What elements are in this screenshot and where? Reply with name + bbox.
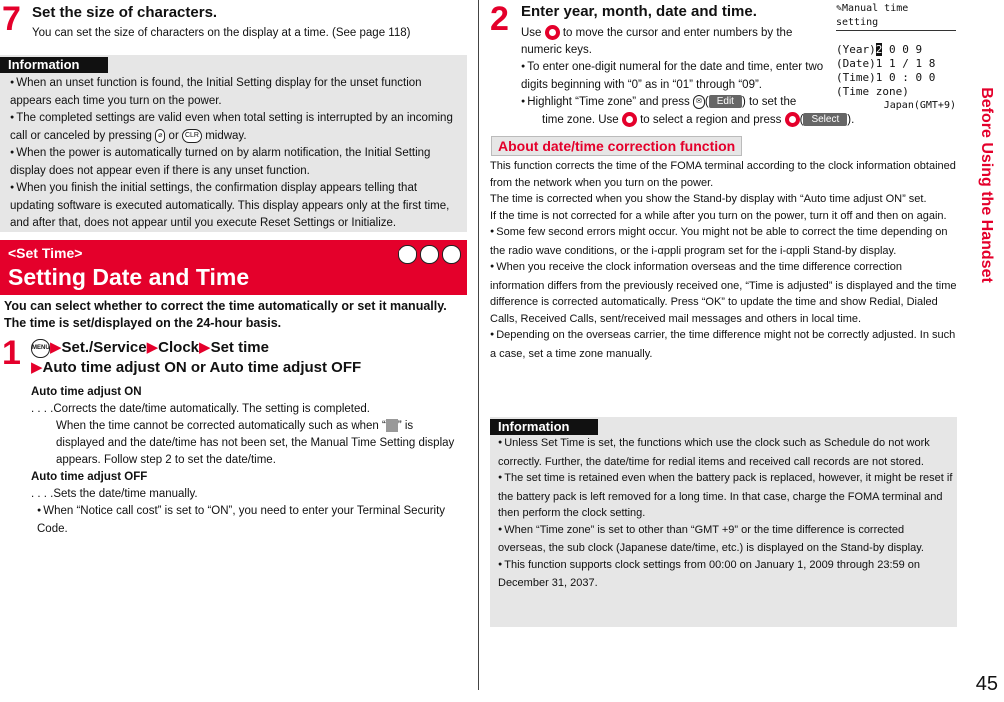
about-heading: About date/time correction function bbox=[491, 136, 742, 156]
information-tag: Information bbox=[0, 57, 108, 73]
info2-bullet-4: ● This function supports clock settings from 00:00 on January 1, 2009 through 23:59 on December 31, 2037. bbox=[498, 557, 953, 592]
clr-key-icon: CLR bbox=[182, 129, 202, 143]
step-1-number: 1 bbox=[2, 334, 21, 372]
no-service-icon bbox=[386, 419, 398, 432]
sidebar-label: Before Using the Handset bbox=[978, 87, 995, 283]
option-on-title: Auto time adjust ON bbox=[31, 386, 142, 398]
information-tag: Information bbox=[490, 419, 598, 435]
step-7-number: 7 bbox=[2, 0, 21, 38]
about-paragraph-2: The time is corrected when you show the Stand-by display with “Auto time adjust ON” set. bbox=[490, 193, 927, 205]
dpad-center-icon bbox=[785, 112, 800, 127]
manual-time-setting-screen bbox=[836, 2, 956, 111]
edit-softkey: Edit bbox=[709, 95, 742, 108]
about-body bbox=[490, 158, 958, 362]
screen-year-row: (Year)2 0 0 9 bbox=[836, 43, 923, 56]
screen-date-row: (Date)1 1 / 1 8 bbox=[836, 57, 936, 70]
about-bullet-2: ● When you receive the clock information overseas and the time difference correction information differs from the previously received one, “Time is adjusted” is displayed and the time difference is corrected automatically. Press “OK” to update the time and show Redial, Dialed Calls, Received Calls, sent/received mail messages and others in local time. bbox=[490, 259, 958, 327]
section-sidebar bbox=[966, 55, 1000, 325]
step-2-number: 2 bbox=[490, 0, 509, 38]
info1-bullet-2: ● The completed settings are valid even when total setting is interrupted by an incoming call or canceled by pressing ⌀ or CLR midway. bbox=[10, 110, 462, 145]
about-bullet-1: ● Some few second errors might occur. You might not be able to correct the time depending on the radio wave conditions, or the i-αppli program set for the i-αppli Stand-by display. bbox=[490, 224, 958, 259]
hangup-key-icon: ⌀ bbox=[155, 129, 165, 143]
step-2-bullet-2: ● Highlight “Time zone” and press ✉ ( Edit ) to set the bbox=[521, 94, 826, 112]
select-softkey: Select bbox=[803, 113, 847, 126]
step-7-description: You can set the size of characters on the display at a time. (See page 118) bbox=[32, 27, 411, 39]
about-paragraph-3: If the time is not corrected for a while after you turn on the power, turn it off and then on again. bbox=[490, 209, 947, 222]
key-1-icon: 1 bbox=[442, 245, 461, 264]
info1-bullet-3: ● When the power is automatically turned on by alarm notification, the Initial Setting display does not appear even if there is any unset function. bbox=[10, 145, 462, 180]
info1-bullet-1: ● When an unset function is found, the Initial Setting display for the unset function appears each time you turn on the power. bbox=[10, 75, 462, 110]
information-box-1 bbox=[0, 55, 467, 232]
section-header bbox=[0, 240, 467, 295]
step-2-title: Enter year, month, date and time. bbox=[521, 3, 757, 20]
info2-bullet-1: ● Unless Set Time is set, the functions which use the clock such as Schedule do not work correctly. Further, the date/time for redial items and received call records are not stored. bbox=[498, 435, 953, 470]
page-number: 45 bbox=[975, 673, 998, 695]
option-off-desc: . . . .Sets the date/time manually. bbox=[31, 488, 198, 500]
option-off-title: Auto time adjust OFF bbox=[31, 471, 148, 483]
step-2-bullet-1: ● To enter one-digit numeral for the date and time, enter two digits beginning with “0” as in “01” through “09”. bbox=[521, 59, 826, 94]
section-intro: You can select whether to correct the time automatically or set it manually. The time is set/displayed on the 24-hour basis. bbox=[4, 299, 447, 330]
mail-key-icon: ✉ bbox=[693, 95, 705, 109]
option-off-bullet: ● When “Notice call cost” is set to “ON”, you need to enter your Terminal Security Code. bbox=[31, 503, 461, 538]
info2-bullet-3: ● When “Time zone” is set to other than “GMT +9” or the time difference is corrected overseas, the sub clock (Japanese date/time, etc.) is displayed on the Stand-by display. bbox=[498, 522, 953, 557]
info1-bullet-4: ● When you finish the initial settings, the confirmation display appears telling that updating software is executed automatically. This display appears only at the first time, and after that, does not appear until you execute Reset Settings or Initialize. bbox=[10, 180, 462, 232]
screen-title: ✎Manual time setting bbox=[836, 2, 956, 31]
dpad-icon bbox=[622, 112, 637, 127]
section-tag: <Set Time> bbox=[8, 245, 83, 261]
option-on-note: When the time cannot be corrected automatically such as when “ ” is displayed and the date/time has not been set, the Manual Time Setting display appears. Follow step 2 to set the date/time. bbox=[56, 420, 455, 466]
step-1-title: MENU▶Set./Service▶Clock▶Set time ▶Auto time adjust ON or Auto time adjust OFF bbox=[31, 339, 362, 376]
menu-key-icon: MENU bbox=[31, 339, 50, 358]
column-divider bbox=[478, 0, 479, 690]
info2-bullet-2: ● The set time is retained even when the battery pack is replaced, however, it might be reset if the battery pack is left removed for a long time. In that case, charge the FOMA terminal and then perform the clock setting. bbox=[498, 470, 953, 522]
information-box-2 bbox=[490, 417, 957, 627]
screen-time-row: (Time)1 0 : 0 0 bbox=[836, 71, 936, 84]
screen-zone-value: Japan(GMT+9) bbox=[883, 100, 956, 111]
key-3-icon: 3 bbox=[420, 245, 439, 264]
step-1-options bbox=[31, 384, 461, 538]
menu-shortcut bbox=[398, 245, 461, 264]
dpad-icon bbox=[545, 25, 560, 40]
about-paragraph-1: This function corrects the time of the FOMA terminal according to the clock information obtained from the network when you turn on the power. bbox=[490, 160, 956, 189]
option-on-desc: . . . .Corrects the date/time automatically. The setting is completed. bbox=[31, 403, 370, 415]
about-bullet-3: ● Depending on the overseas carrier, the time difference might not be correctly adjusted. In such a case, set a time zone manually. bbox=[490, 327, 958, 362]
menu-key-icon: MENU bbox=[398, 245, 417, 264]
step-7-title: Set the size of characters. bbox=[32, 4, 218, 21]
step-2-body: Use to move the cursor and enter numbers by the numeric keys. ● To enter one-digit numeral for the date and time, enter two digits beginning with “0” as in “01” through “09”. ● Highlight “Time zone” and press ✉ ( Edit ) to set the time zone. Use to select a region and press ( Select ). bbox=[521, 25, 826, 129]
section-title: Setting Date and Time bbox=[8, 264, 250, 290]
screen-zone-row: (Time zone) bbox=[836, 85, 909, 98]
